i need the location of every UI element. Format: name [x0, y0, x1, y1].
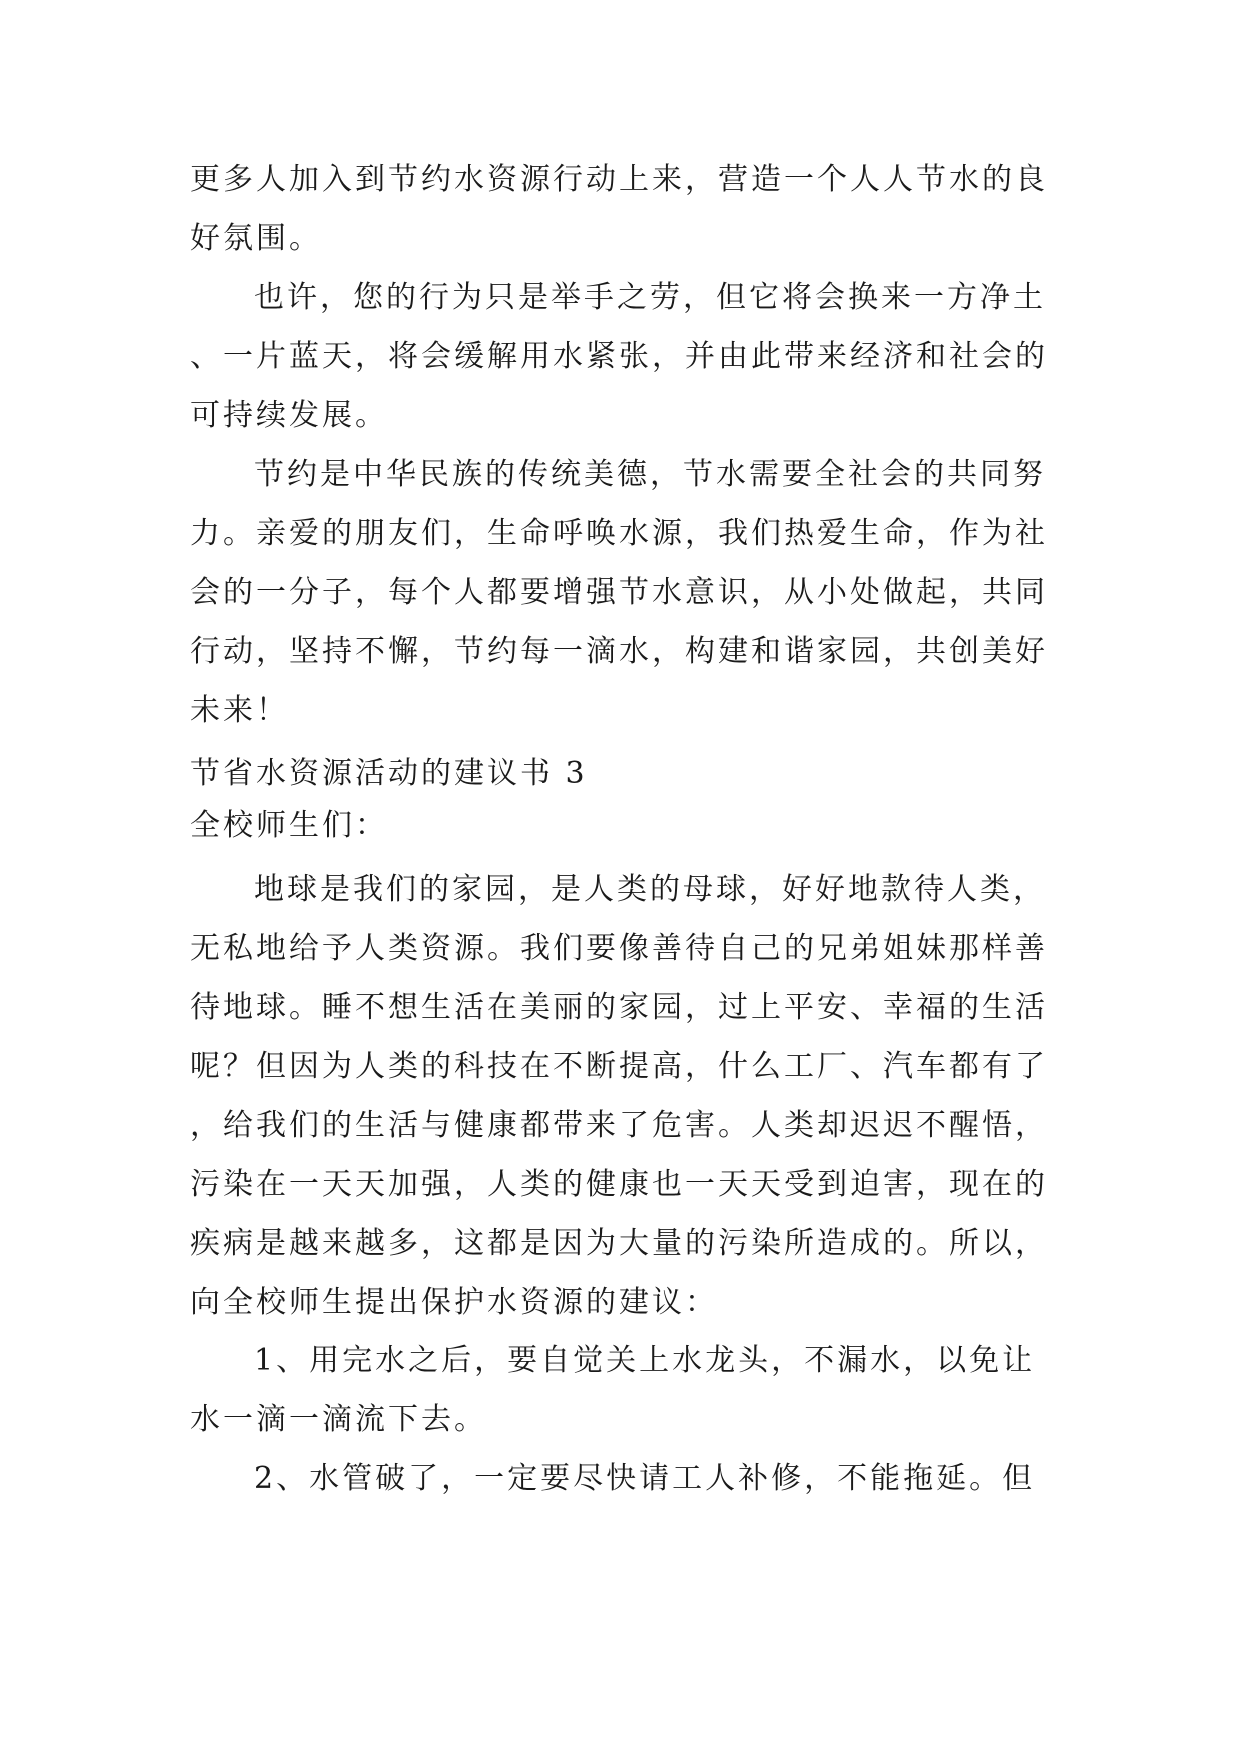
paragraph-action: 也许，您的行为只是举手之劳，但它将会换来一方净土、一片蓝天，将会缓解用水紧张，并由此带来经济和社会的可持续发展。	[190, 280, 1048, 433]
paragraph-virtue: 节约是中华民族的传统美德，节水需要全社会的共同努力。亲爱的朋友们，生命呼唤水源，我们热爱生命，作为社会的一分子，每个人都要增强节水意识，从小处做起，共同行动，坚持不懈，节约每一滴水，构建和谐家园，共创美好未来！	[190, 457, 1048, 728]
salutation: 全校师生们：	[190, 808, 388, 843]
paragraph-continuation: 更多人加入到节约水资源行动上来，营造一个人人节水的良好氛围。	[190, 162, 1048, 256]
suggestion-item-2: 2、水管破了，一定要尽快请工人补修，不能拖延。但	[254, 1461, 1036, 1496]
section-title: 节省水资源活动的建议书 3	[190, 756, 588, 791]
suggestion-item-1: 1、用完水之后，要自觉关上水龙头，不漏水，以免让水一滴一滴流下去。	[190, 1343, 1036, 1437]
paragraph-earth: 地球是我们的家园，是人类的母球，好好地款待人类，无私地给予人类资源。我们要像善待自己的兄弟姐妹那样善待地球。睡不想生活在美丽的家园，过上平安、幸福的生活呢？但因为人类的科技在不断提高，什么工厂、汽车都有了，给我们的生活与健康都带来了危害。人类却迟迟不醒悟，污染在一天天加强，人类的健康也一天天受到迫害，现在的疾病是越来越多，这都是因为大量的污染所造成的。所以，向全校师生提出保护水资源的建议：	[190, 872, 1048, 1320]
